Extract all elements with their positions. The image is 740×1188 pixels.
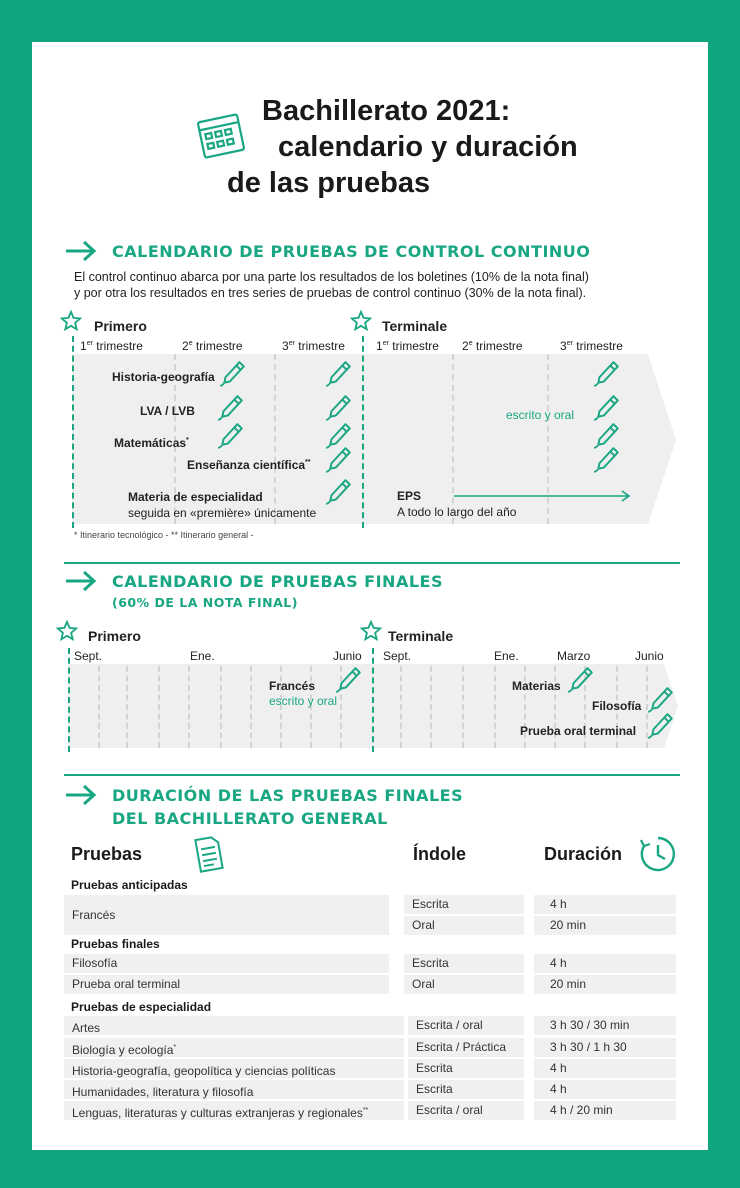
col-pruebas: Pruebas	[71, 844, 143, 864]
row-frances-dur-2: 20 min	[534, 916, 676, 935]
row-oral-dur: 20 min	[534, 975, 676, 994]
escrito-oral-note: escrito y oral	[506, 408, 575, 422]
timeline-divider	[430, 666, 432, 748]
row-biologia-type: Escrita / Práctica	[408, 1038, 524, 1057]
star-icon	[360, 620, 382, 642]
timeline-divider	[494, 666, 496, 748]
row-frances-type-1: Escrita	[404, 895, 524, 914]
pen-icon	[326, 446, 352, 474]
row-lenguas-dur: 4 h / 20 min	[534, 1101, 676, 1120]
col-duracion: Duración	[544, 844, 623, 864]
footnote: * Itinerario tecnológico - ** Itinerario general -	[74, 530, 254, 540]
trimester-1-label: 1er trimestre	[376, 339, 439, 353]
row-filosofia-type: Escrita	[404, 954, 524, 973]
pen-icon	[326, 478, 352, 506]
group-anticipadas: Pruebas anticipadas	[71, 878, 188, 892]
row-historia-dur: 4 h	[534, 1059, 676, 1078]
title-line-3: de las pruebas	[227, 167, 431, 199]
pen-icon	[326, 360, 352, 388]
timeline-divider	[372, 648, 374, 752]
year2-label: Terminale	[382, 318, 448, 334]
subject-especialidad-note: seguida en «première» únicamente	[128, 506, 317, 520]
clock-icon	[638, 834, 678, 874]
section1-intro-1: El control continuo abarca por una parte los resultados de los boletines (10% de la nota final)	[74, 270, 589, 284]
row-historia-name: Historia-geografía, geopolítica y ciencias políticas	[64, 1059, 404, 1078]
trimester-2-label: 2e trimestre	[182, 339, 243, 353]
subject-historia: Historia-geografía	[112, 370, 215, 384]
row-filosofia-name: Filosofía	[64, 954, 389, 973]
row-lenguas-name: Lenguas, literaturas y culturas extranjeras y regionales**	[64, 1101, 404, 1120]
month-label: Ene.	[494, 649, 519, 663]
timeline-divider	[188, 666, 190, 748]
timeline-divider	[72, 336, 74, 528]
infographic-page	[32, 42, 708, 1150]
trimester-3-label: 3er trimestre	[560, 339, 623, 353]
row-frances-type-2: Oral	[404, 916, 524, 935]
month-label: Junio	[635, 649, 664, 663]
row-humanidades-type: Escrita	[408, 1080, 524, 1099]
pen-icon	[594, 360, 620, 388]
pen-icon	[648, 686, 674, 714]
section2-heading: CALENDARIO DE PRUEBAS FINALES	[112, 572, 443, 591]
section3-heading-1: DURACIÓN DE LAS PRUEBAS FINALES	[112, 786, 464, 805]
title-line-1: Bachillerato 2021:	[262, 95, 511, 127]
section1-intro-2: y por otra los resultados en tres series de pruebas de control continuo (30% de la nota final).	[74, 286, 587, 300]
timeline-divider	[68, 648, 70, 752]
row-artes-dur: 3 h 30 / 30 min	[534, 1016, 676, 1035]
row-frances-dur-1: 4 h	[534, 895, 676, 914]
exam-frances-note: escrito y oral	[269, 694, 338, 708]
timeline-divider	[158, 666, 160, 748]
pen-icon	[568, 666, 594, 694]
subject-especialidad: Materia de especialidad	[128, 490, 263, 504]
exam-frances: Francés	[269, 679, 316, 693]
group-especialidad: Pruebas de especialidad	[71, 1000, 212, 1014]
timeline-divider	[250, 666, 252, 748]
calendar-icon	[195, 110, 247, 162]
row-biologia-dur: 3 h 30 / 1 h 30	[534, 1038, 676, 1057]
month-label: Junio	[333, 649, 362, 663]
pen-icon	[220, 360, 246, 388]
star-icon	[350, 310, 372, 332]
row-biologia-name: Biología y ecología*	[64, 1038, 404, 1057]
month-label: Sept.	[74, 649, 103, 663]
section3-heading-2: DEL BACHILLERATO GENERAL	[112, 809, 388, 828]
col-indole: Índole	[413, 844, 466, 864]
row-humanidades-dur: 4 h	[534, 1080, 676, 1099]
document-icon	[192, 834, 226, 874]
arrow-right-icon	[64, 784, 98, 806]
row-oral-type: Oral	[404, 975, 524, 994]
section-divider	[64, 562, 680, 564]
month-label: Sept.	[383, 649, 412, 663]
arrow-right-icon	[64, 570, 98, 592]
star-icon	[56, 620, 78, 642]
year1-label: Primero	[88, 628, 141, 644]
section1-heading: CALENDARIO DE PRUEBAS DE CONTROL CONTINUO	[112, 242, 591, 261]
row-lenguas-type: Escrita / oral	[408, 1101, 524, 1120]
eps-label: EPS	[397, 489, 422, 503]
pen-icon	[594, 394, 620, 422]
timeline-divider	[126, 666, 128, 748]
title-line-2: calendario y duración	[278, 131, 578, 163]
year1-label: Primero	[94, 318, 147, 334]
row-frances-name: Francés	[64, 895, 389, 935]
pen-icon	[218, 394, 244, 422]
timeline-divider	[274, 354, 276, 524]
row-oral-name: Prueba oral terminal	[64, 975, 389, 994]
exam-oral-terminal: Prueba oral terminal	[520, 724, 637, 738]
month-label: Marzo	[557, 649, 591, 663]
row-humanidades-name: Humanidades, literatura y filosofía	[64, 1080, 404, 1099]
section2-subheading: (60% DE LA NOTA FINAL)	[112, 595, 298, 610]
subject-ensenanza: Enseñanza científica**	[187, 458, 311, 472]
exam-filosofia: Filosofía	[592, 699, 642, 713]
timeline-divider	[400, 666, 402, 748]
exam-materias: Materias	[512, 679, 561, 693]
pen-icon	[218, 422, 244, 450]
pen-icon	[326, 394, 352, 422]
pen-icon	[594, 446, 620, 474]
star-icon	[60, 310, 82, 332]
row-artes-type: Escrita / oral	[408, 1016, 524, 1035]
row-artes-name: Artes	[64, 1016, 404, 1035]
subject-matematicas: Matemáticas*	[114, 436, 189, 450]
trimester-2-label: 2e trimestre	[462, 339, 523, 353]
trimester-3-label: 3er trimestre	[282, 339, 345, 353]
eps-arrow	[452, 488, 634, 504]
row-historia-type: Escrita	[408, 1059, 524, 1078]
month-label: Ene.	[190, 649, 215, 663]
row-filosofia-dur: 4 h	[534, 954, 676, 973]
pen-icon	[336, 666, 362, 694]
eps-note: A todo lo largo del año	[397, 505, 517, 519]
pen-icon	[648, 712, 674, 740]
subject-lva: LVA / LVB	[140, 404, 195, 418]
year2-label: Terminale	[388, 628, 454, 644]
timeline-divider	[362, 336, 364, 528]
trimester-1-label: 1er trimestre	[80, 339, 143, 353]
arrow-right-icon	[64, 240, 98, 262]
group-finales: Pruebas finales	[71, 937, 160, 951]
section-divider	[64, 774, 680, 776]
timeline-divider	[220, 666, 222, 748]
timeline-divider	[462, 666, 464, 748]
timeline-divider	[98, 666, 100, 748]
